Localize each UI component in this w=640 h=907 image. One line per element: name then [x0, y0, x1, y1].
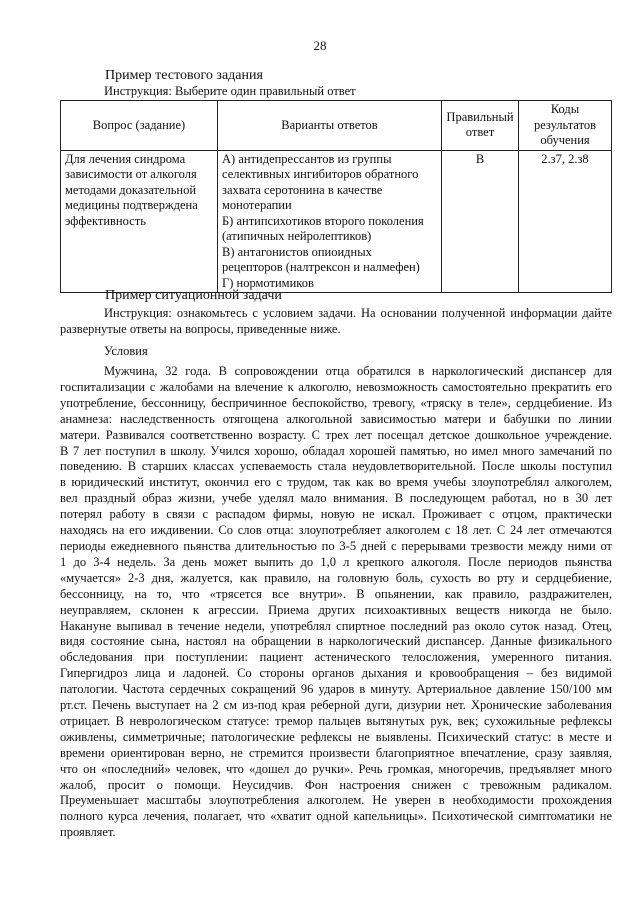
- case-line: госпитализации с жалобами на влечение к алкоголю, невозможность самостоятельно прекратить его: [60, 379, 612, 394]
- case-text: [60, 364, 612, 841]
- case-line: обследования при поступлении: пациент астенического телосложения, умеренного питания.: [60, 650, 612, 665]
- header-codes-line: результатов: [533, 117, 597, 132]
- case-line: видя состояние сына, настоял на обращении в наркологический диспансер. Данные физикального: [60, 634, 612, 649]
- header-question: Вопрос (задание): [61, 101, 218, 151]
- conditions-label: Условия: [104, 344, 148, 358]
- case-line: Мужчина, 32 года. В сопровождении отца обратился в наркологический диспансер для: [104, 364, 612, 378]
- case-line: поведению. В старших классах успеваемость стала неудовлетворительной. После школы поступил: [60, 459, 612, 474]
- test-task-table: [60, 100, 612, 293]
- case-line: оживлены, симметричные; патологические рефлексы не выявлены. Психический статус: в месте и: [60, 729, 612, 744]
- case-line: времени ориентирован верно, не стремится произвести благоприятное впечатление, сразу заявляя,: [60, 745, 612, 760]
- question-line: Для лечения синдрома: [65, 151, 186, 166]
- codes-cell: 2.з7, 2.з8: [519, 150, 612, 293]
- case-line: в юридический институт, окончил его с трудом, так как во время учебы злоупотреблял алкоголем,: [60, 475, 612, 490]
- case-line: В 7 лет поступил в школу. Учился хорошо, обладал хорошей памятью, но имел много замечаний по: [60, 443, 612, 458]
- case-line: отрицает. В неврологическом статусе: тремор пальцев вытянутых рук, век; сухожильные рефлексы: [60, 713, 612, 728]
- case-line: бессонницу, на то, что «трясется все внутри». В опьянении, как правило, раздражителен,: [60, 586, 612, 601]
- instruction-line: Инструкция: ознакомьтесь с условием задачи. На основании полученной информации дайте: [104, 306, 612, 320]
- case-line: анамнеза: наследственность отягощена алкогольной зависимостью матери и бабушки по линии: [60, 411, 612, 426]
- option-line: Б) антипсихотиков второго поколения: [222, 213, 424, 228]
- case-line: жалоб, просит о помощи. Неусидчив. Фон настроения снижен с тревожным радикалом.: [60, 777, 612, 792]
- header-codes-line: обучения: [540, 133, 590, 147]
- case-line: потерял работу в связи с распадом фирмы, новую не искал. Проживает с отцом, практически: [60, 507, 612, 522]
- case-line: Преуменьшает масштабы злоупотребления алкоголем. Не уверен в необходимости прохождения: [60, 793, 612, 808]
- situational-instruction: [60, 306, 612, 338]
- case-line: Гипергидроз лица и ладоней. Со стороны органов дыхания и кровообращения – без видимой: [60, 666, 612, 681]
- header-correct-line: ответ: [465, 125, 495, 140]
- case-line: что он «последний» человек, что «дошел до ручки». Речь громкая, многоречив, предъявляет много: [60, 761, 612, 776]
- case-line: 1 до 3-4 недель. За день может выпить до 1,0 л крепкого алкоголя. После периодов пьянства: [60, 554, 612, 569]
- options-cell: [218, 150, 442, 293]
- instruction-line: развернутые ответы на вопросы, приведенные ниже.: [60, 321, 341, 336]
- header-options: Варианты ответов: [218, 101, 442, 151]
- header-correct: [442, 101, 519, 151]
- option-line: А) антидепрессантов из группы: [222, 151, 392, 166]
- option-line: селективных ингибиторов обратного: [222, 167, 419, 181]
- option-line: В) антагонистов опиоидных: [222, 244, 372, 259]
- question-line: эффективность: [65, 213, 146, 228]
- case-line: употребление, бессонницу, беспричинное беспокойство, тревогу, «тряску в теле», сердцебиение. Из: [60, 395, 612, 410]
- correct-answer-cell: В: [442, 150, 519, 293]
- question-cell: [61, 150, 218, 293]
- case-line: находясь на его иждивении. Со слов отца: злоупотребляет алкоголем с 18 лет. С 24 лет отмечаются: [60, 523, 612, 538]
- option-line: захвата серотонина в качестве: [222, 182, 383, 197]
- case-line: вел праздный образ жизни, учебе уделял мало внимания. В последующем работал, но в 30 лет: [60, 491, 612, 506]
- question-line: медицины подтверждена: [65, 198, 198, 212]
- header-codes: [519, 101, 612, 151]
- option-line: монотерапии: [222, 198, 292, 212]
- case-line: рт.ст. Печень выступает на 2 см из-под края реберной дуги, дизурии нет. Хронические заболевания: [60, 698, 612, 713]
- header-correct-line: Правильный: [446, 109, 514, 124]
- option-line: (атипичных нейролептиков): [222, 229, 372, 243]
- case-line: полного курса лечения, полагает, что «хватит одной капельницы». Психотической симптоматики не: [60, 809, 612, 824]
- page-number: 28: [313, 38, 327, 53]
- case-line: матери. Развивался соответственно возрасту. С трех лет посещал детское дошкольное учреждение.: [60, 427, 612, 442]
- option-line: рецепторов (налтрексон и налмефен): [222, 260, 420, 274]
- option-line: Г) нормотимиков: [222, 275, 314, 290]
- table-header-row: [61, 101, 612, 151]
- case-line: патологии. Частота сердечных сокращений 96 ударов в минуту. Артериальное давление 150/100 мм: [60, 682, 612, 697]
- case-line: периоды ежедневного пьянства длительностью по 3-5 дней с перерывами трезвости между ними от: [60, 538, 612, 553]
- case-line: неуправляем, склонен к агрессии. Приема других психоактивных веществ никогда не было.: [60, 602, 612, 617]
- test-example-instruction: Инструкция: Выберите один правильный ответ: [104, 84, 356, 98]
- test-example-title: Пример тестового задания: [105, 68, 263, 83]
- case-line: Накануне выпивал в течение недели, употреблял спиртное последний раз около суток назад. Отец,: [60, 618, 612, 633]
- situational-task-title: Пример ситуационной задачи: [105, 288, 282, 303]
- case-line: проявляет.: [60, 825, 116, 840]
- header-codes-line: Коды: [550, 102, 580, 116]
- case-line: «мучается» 2-3 дня, жалуется, как правило, на головную боль, сухость во рту и сердцебиение,: [60, 570, 612, 585]
- table-row: [61, 150, 612, 293]
- question-line: методами доказательной: [65, 182, 197, 197]
- question-line: зависимости от алкоголя: [65, 167, 197, 181]
